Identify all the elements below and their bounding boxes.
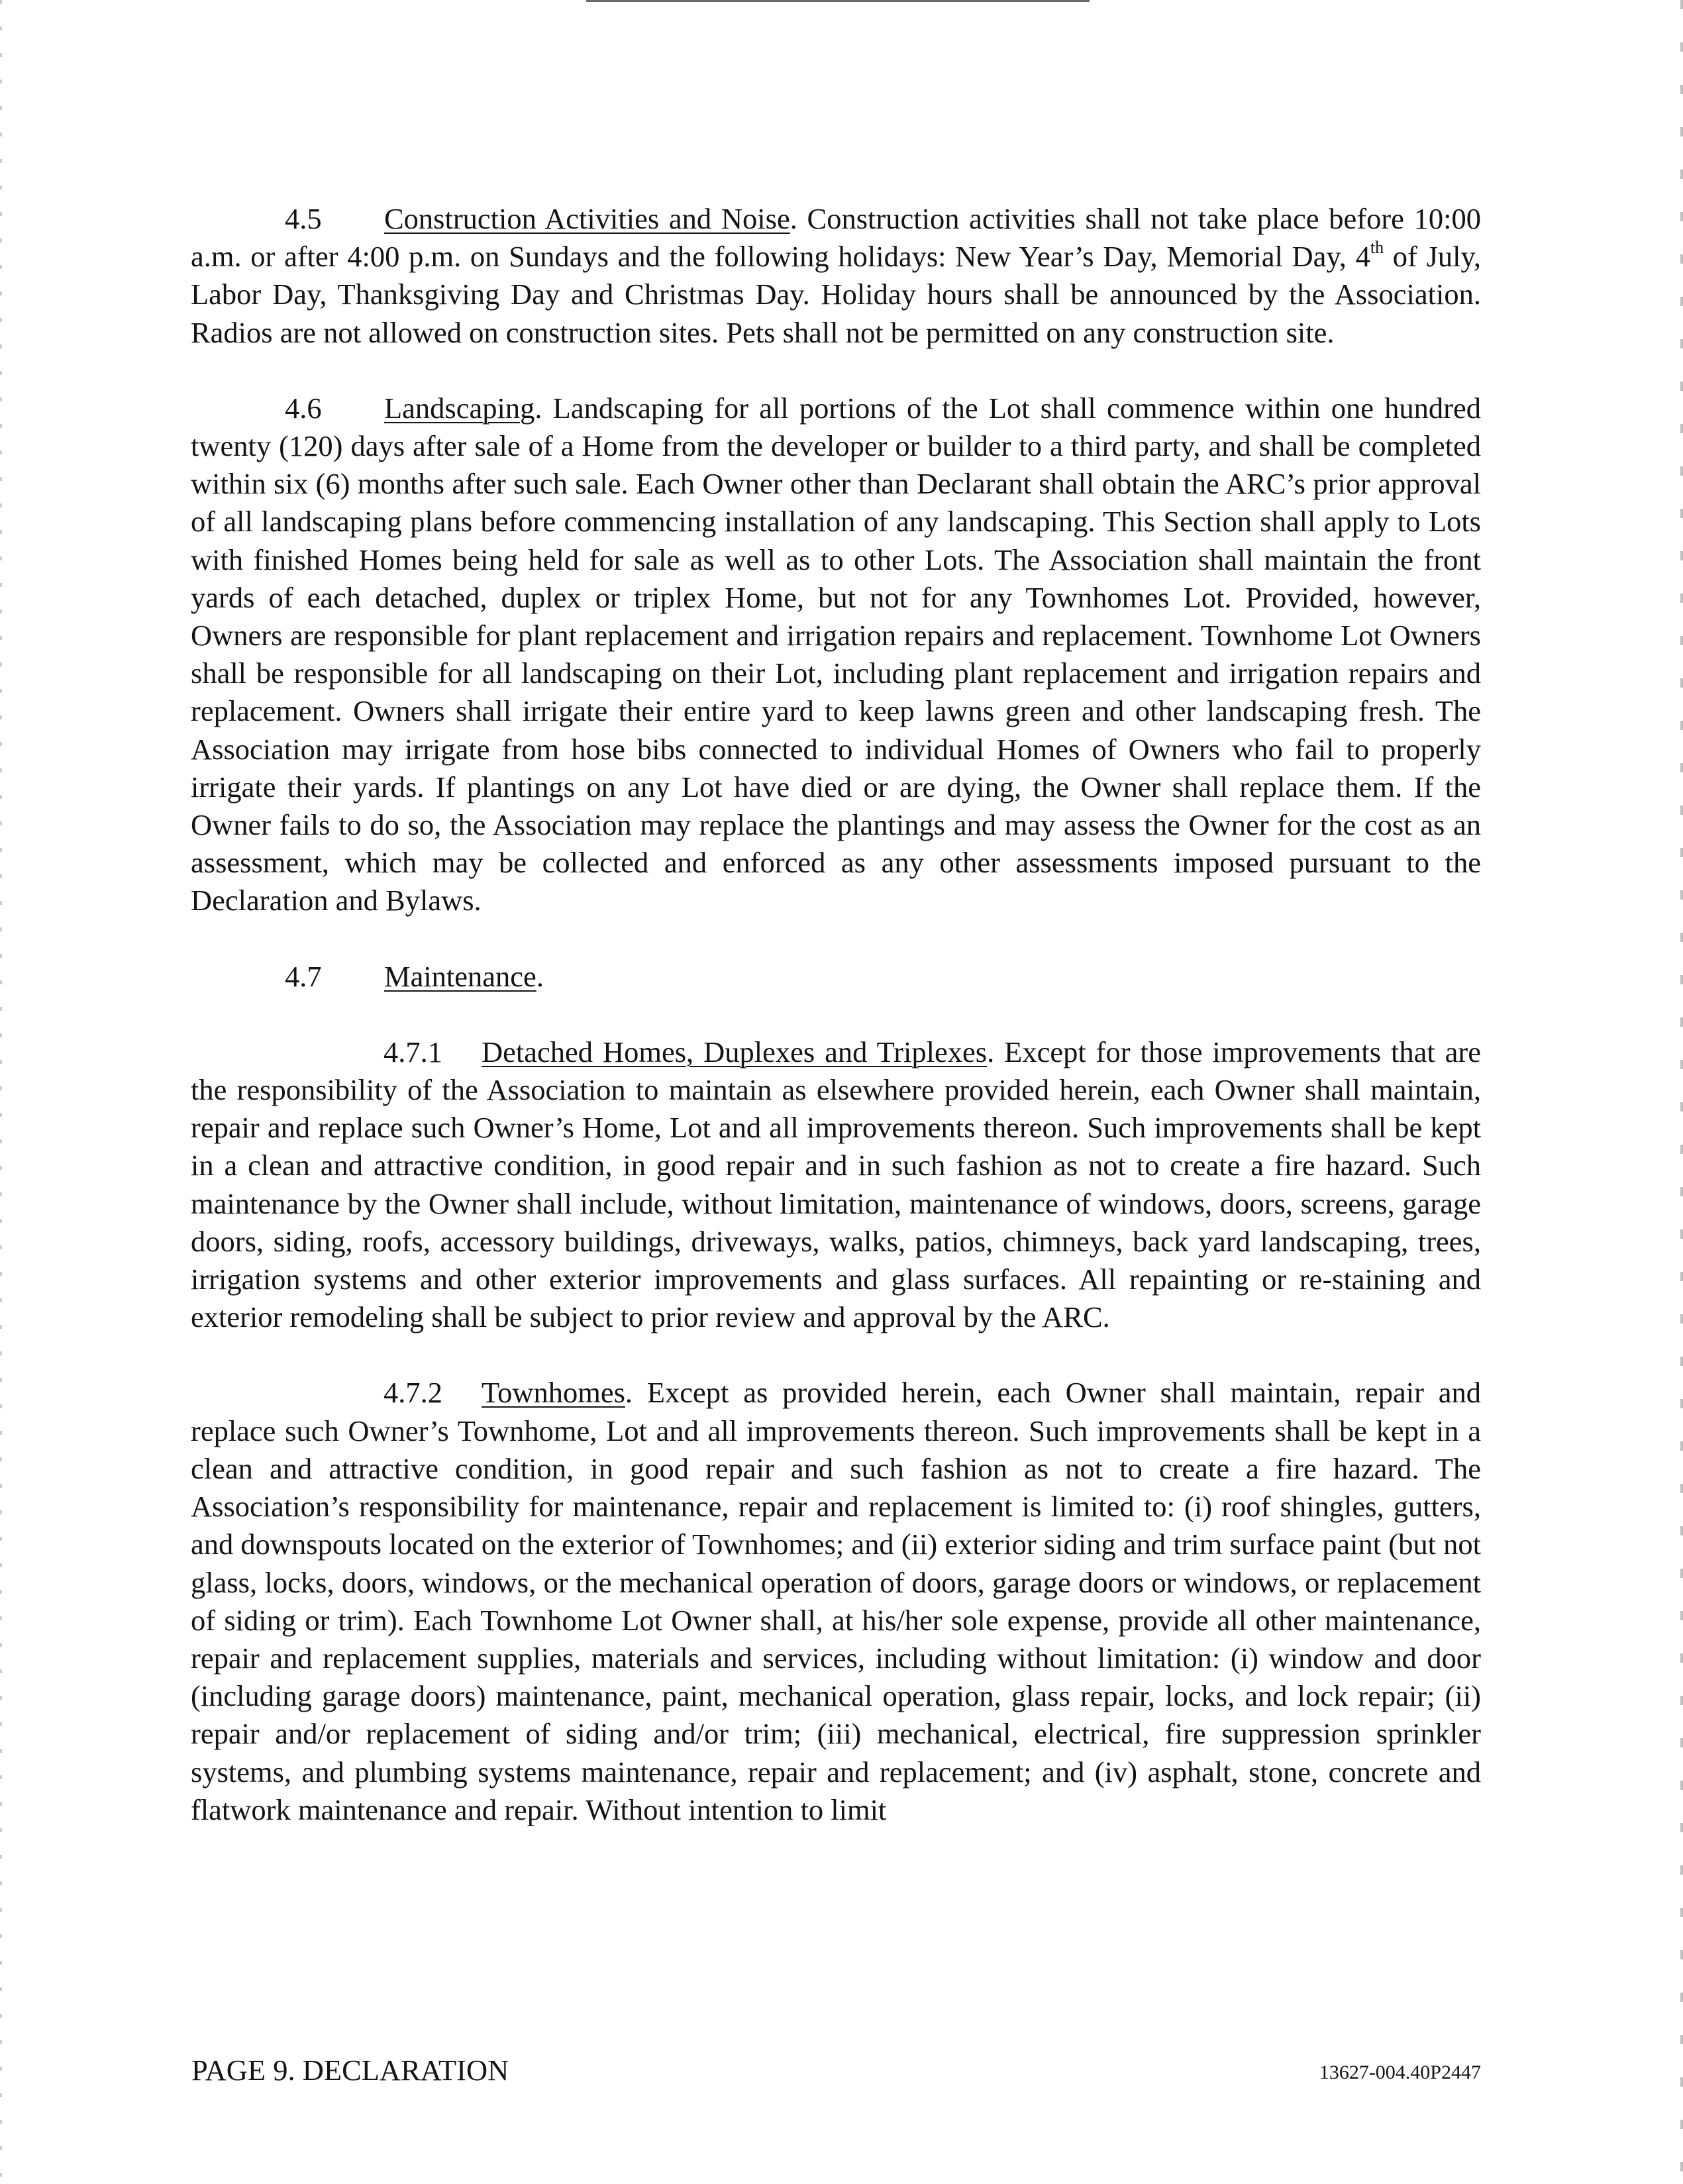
left-scan-edge — [0, 0, 2, 2184]
ordinal-superscript: th — [1370, 238, 1384, 258]
section-text: . Except as provided herein, each Owner shall maintain, repair and replace such Owner’s Townhome, Lot and all improvements thereon. Such improvements shall be kept in a clean and attractive condition, in good repair and such fashion as not to create a fire hazard. The Association’s responsibility for maintenance, repair and replacement is limited to: (i) roof shingles, gutters, and downspouts located on the exterior of Townhomes; and (ii) exterior siding and trim surface paint (but not glass, locks, doors, windows, or the mechanical operation of doors, garage doors or windows, or replacement of siding or trim). Each Townhome Lot Owner shall, at his/her sole expense, provide all other maintenance, repair and replacement supplies, materials and services, including without limitation: (i) window and door (including garage doors) maintenance, paint, mechanical operation, glass repair, locks, and lock repair; (ii) repair and/or replacement of siding and/or trim; (iii) mechanical, electrical, fire suppression sprinkler systems, and plumbing systems maintenance, repair and replacement; and (iv) asphalt, stone, concrete and flatwork maintenance and repair. Without intention to limit — [191, 1376, 1481, 1826]
section-heading: Landscaping — [384, 391, 535, 425]
section-text: . Landscaping for all portions of the Lot shall commence within one hundred twenty (120) days after sale of a Home from the developer or builder to a third party, and shall be completed within six (6) months after such sale. Each Owner other than Declarant shall obtain the ARC’s prior approval of all landscaping plans before commencing installation of any landscaping. This Section shall apply to Lots with finished Homes being held for sale as well as to other Lots. The Association shall maintain the front yards of each detached, duplex or triplex Home, but not for any Townhomes Lot. Provided, however, Owners are responsible for plant replacement and irrigation repairs and replacement. Townhome Lot Owners shall be responsible for all landscaping on their Lot, including plant replacement and irrigation repairs and replacement. Owners shall irrigate their entire yard to keep lawns green and other landscaping fresh. The Association may irrigate from hose bibs connected to individual Homes of Owners who fail to properly irrigate their yards. If plantings on any Lot have died or are dying, the Owner shall replace them. If the Owner fails to do so, the Association may replace the plantings and may assess the Owner for the cost as an assessment, which may be collected and enforced as any other assessments imposed pursuant to the Declaration and Bylaws. — [191, 391, 1481, 917]
right-scan-edge — [1680, 0, 1683, 2184]
section-number: 4.7 — [285, 959, 322, 993]
section-number: 4.7.2 — [383, 1376, 442, 1410]
document-body — [191, 200, 1481, 1867]
section-heading: Townhomes — [482, 1376, 625, 1410]
section-4-7-1 — [191, 1033, 1481, 1337]
section-heading: Detached Homes, Duplexes and Triplexes — [482, 1035, 988, 1068]
top-scan-rule — [586, 0, 1090, 2]
section-4-6 — [191, 390, 1481, 920]
footer-page-label: PAGE 9. DECLARATION — [191, 2054, 509, 2087]
section-4-7 — [191, 958, 1481, 996]
section-text-continued: of July, Labor Day, Thanksgiving Day and Christmas Day. Holiday hours shall be announced by the Association. Radios are not allowed on construction sites. Pets shall not be permitted on any construction site. — [191, 240, 1481, 349]
section-heading-period: . — [536, 959, 544, 993]
section-heading: Maintenance — [384, 959, 536, 993]
section-text: . Except for those improvements that are the responsibility of the Association to maintain as elsewhere provided herein, each Owner shall maintain, repair and replace such Owner’s Home, Lot and all improvements thereon. Such improvements shall be kept in a clean and attractive condition, in good repair and in such fashion as not to create a fire hazard. Such maintenance by the Owner shall include, without limitation, maintenance of windows, doors, screens, garage doors, siding, roofs, accessory buildings, driveways, walks, patios, chimneys, back yard landscaping, trees, irrigation systems and other exterior improvements and glass surfaces. All repainting or re-staining and exterior remodeling shall be subject to prior review and approval by the ARC. — [191, 1035, 1481, 1334]
footer-document-code: 13627-004.40P2447 — [1319, 2061, 1481, 2083]
section-number: 4.5 — [285, 202, 322, 235]
section-number: 4.7.1 — [383, 1035, 442, 1068]
section-text: . Construction activities shall not take place before 10:00 a.m. or after 4:00 p.m. on Sundays and the following holidays: New Year’s Day, Memorial Day, 4 — [191, 202, 1481, 274]
section-heading: Construction Activities and Noise — [384, 202, 790, 235]
section-number: 4.6 — [285, 391, 322, 425]
section-4-7-2 — [191, 1374, 1481, 1828]
section-4-5 — [191, 200, 1481, 352]
